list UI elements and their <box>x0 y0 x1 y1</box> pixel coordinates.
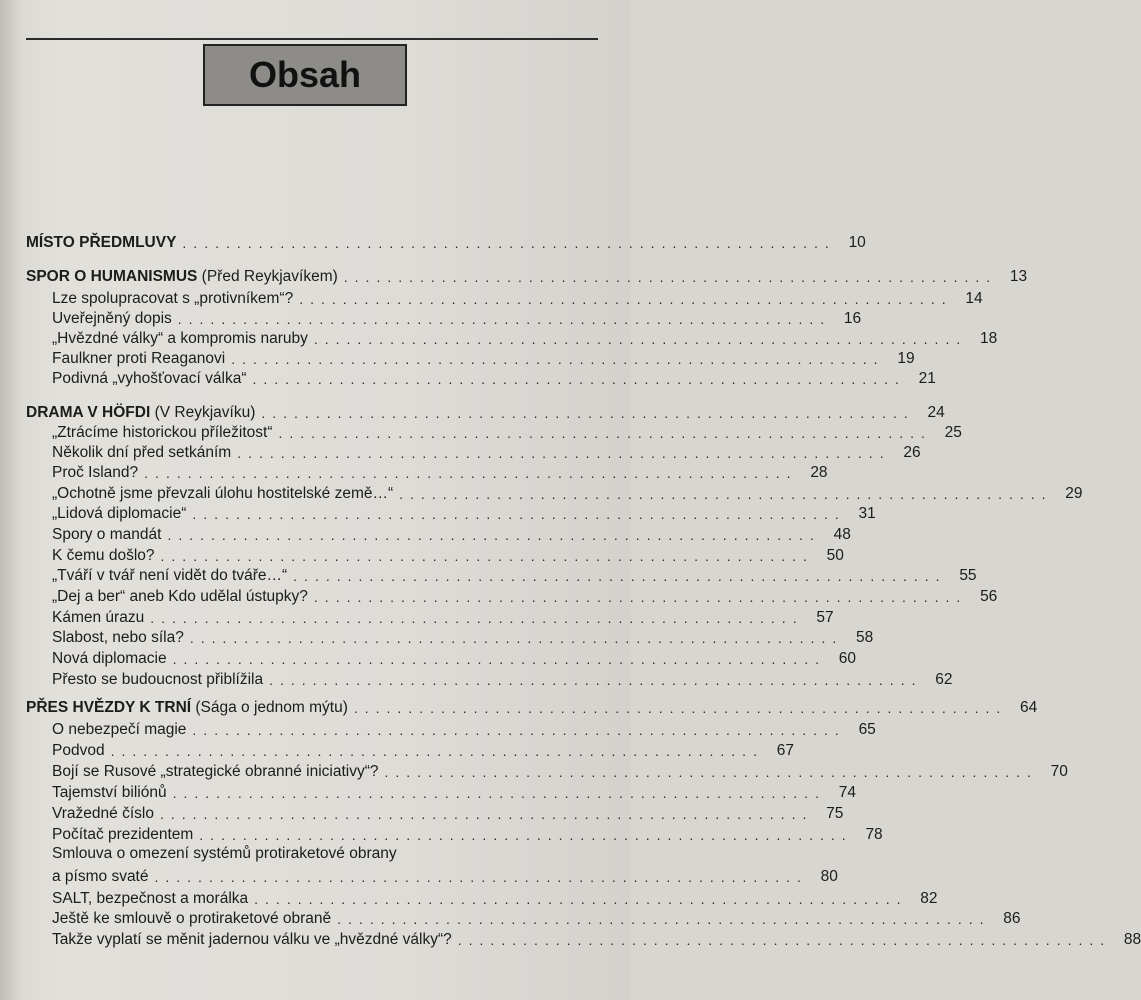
toc-entry-row <box>52 648 856 668</box>
entry-label: Vražedné číslo <box>52 805 154 822</box>
entry-label: „Hvězdné války“ a kompromis naruby <box>52 330 308 347</box>
entry-label: Přesto se budoucnost přiblížila <box>52 671 264 688</box>
entry-label: Tajemství biliónů <box>52 784 167 801</box>
entry-label: Kámen úrazu <box>52 609 145 626</box>
toc-entry-row <box>52 627 874 647</box>
entry-label <box>26 404 255 422</box>
toc-section-row <box>26 266 1028 286</box>
toc-entry-row <box>52 348 915 368</box>
page-number: 26 <box>903 444 921 461</box>
dot-leader: ............................................................ <box>177 311 832 327</box>
dot-leader: ............................................................ <box>278 425 932 441</box>
dot-leader: ............................................................ <box>337 911 991 927</box>
page-number: 25 <box>944 424 962 441</box>
page-number: 55 <box>959 567 977 584</box>
toc-entry-row <box>52 524 851 544</box>
entry-label: K čemu došlo? <box>52 547 155 564</box>
dot-leader: ............................................................ <box>150 610 804 626</box>
entry-label: Podivná „vyhošťovací válka“ <box>52 370 247 387</box>
section-subtitle: (Sága o jednom mýtu) <box>191 699 348 716</box>
dot-leader: ............................................................ <box>353 700 1008 716</box>
toc-entry-row <box>52 607 834 627</box>
entry-label: Lze spolupracovat s „protivníkem“? <box>52 290 294 307</box>
toc-entry-row <box>52 442 921 462</box>
page-number: 24 <box>927 404 945 421</box>
page-number: 19 <box>897 350 915 367</box>
page-number: 29 <box>1065 485 1083 502</box>
section-heading: SPOR O HUMANISMUS <box>26 268 198 285</box>
entry-label: O nebezpečí magie <box>52 721 187 738</box>
toc-entry-row <box>52 824 883 844</box>
entry-label: Uveřejněný dopis <box>52 310 172 327</box>
toc-section-row <box>26 697 1038 717</box>
entry-label <box>26 234 176 252</box>
page-number: 67 <box>776 742 794 759</box>
page-number: 88 <box>1123 931 1141 948</box>
toc-entry-row <box>52 843 594 863</box>
dot-leader: ............................................................ <box>313 589 968 605</box>
page-number: 64 <box>1020 699 1038 716</box>
page-number: 65 <box>858 721 876 738</box>
entry-label: Podvod <box>52 742 105 759</box>
section-heading: PŘES HVĚZDY K TRNÍ <box>26 699 192 716</box>
entry-label: Počítač prezidentem <box>52 826 194 843</box>
toc-entry-row <box>52 669 953 689</box>
dot-leader: ............................................................ <box>299 291 953 307</box>
toc-entry-row <box>52 761 1068 781</box>
entry-label: Spory o mandát <box>52 526 162 543</box>
toc-entry-row <box>52 866 838 886</box>
dot-leader: ............................................................ <box>252 371 906 387</box>
section-heading: MÍSTO PŘEDMLUVY <box>26 234 177 251</box>
page-number: 50 <box>826 547 844 564</box>
toc-entry-row <box>52 422 962 442</box>
page-number: 48 <box>833 526 851 543</box>
dot-leader: ............................................................ <box>110 743 764 759</box>
page-number: 16 <box>843 310 862 327</box>
toc-entry-row <box>52 803 844 823</box>
entry-label: „Lidová diplomacie“ <box>52 505 187 522</box>
toc-entry-row <box>52 503 876 523</box>
entry-label: „Tváří v tvář není vidět do tváře…“ <box>52 567 288 584</box>
dot-leader: ............................................................ <box>192 506 846 522</box>
dot-leader: ............................................................ <box>293 568 947 584</box>
page-number: 13 <box>1009 268 1028 285</box>
entry-label: a písmo svaté <box>52 868 149 885</box>
dot-leader: ............................................................ <box>172 651 826 667</box>
page-number: 58 <box>855 629 874 646</box>
entry-label: Smlouva o omezení systémů protiraketové obrany <box>52 845 397 862</box>
entry-label: Faulkner proti Reaganovi <box>52 350 226 367</box>
section-heading: DRAMA V HÖFDI <box>26 404 151 421</box>
toc-entry-row <box>52 565 977 585</box>
toc-entry-row <box>52 545 844 565</box>
entry-label: Slabost, nebo síla? <box>52 629 184 646</box>
dot-leader: ............................................................ <box>269 672 923 688</box>
toc-entry-row <box>52 586 998 606</box>
entry-label: Ještě ke smlouvě o protiraketové obraně <box>52 910 332 927</box>
dot-leader: ............................................................ <box>343 269 998 285</box>
toc-entry-row <box>52 462 828 482</box>
toc-entry-row <box>52 740 794 760</box>
page-number: 60 <box>838 650 856 667</box>
page-number: 10 <box>848 234 866 251</box>
dot-leader: ............................................................ <box>199 827 853 843</box>
entry-label: „Ochotně jsme převzali úlohu hostitelské země…“ <box>52 485 394 502</box>
dot-leader: ............................................................ <box>154 869 808 885</box>
page-number: 57 <box>816 609 834 626</box>
dot-leader: ............................................................ <box>182 235 836 251</box>
dot-leader: ............................................................ <box>399 486 1053 502</box>
toc-entry-row <box>52 288 983 308</box>
dot-leader: ............................................................ <box>384 764 1038 780</box>
page-number: 78 <box>865 826 883 843</box>
page-number: 56 <box>980 588 998 605</box>
entry-label: Proč Island? <box>52 464 139 481</box>
toc-entry-row <box>52 719 876 739</box>
toc-entry-row <box>52 888 938 908</box>
entry-label: Takže vyplatí se měnit jadernou válku ve „hvězdné války“? <box>52 931 452 948</box>
toc-section-row <box>26 402 945 422</box>
page-number: 75 <box>826 805 844 822</box>
toc-entry-row <box>52 483 1083 503</box>
dot-leader: ............................................................ <box>313 331 968 347</box>
entry-label <box>26 268 338 286</box>
toc-entry-row <box>52 782 856 802</box>
dot-leader: ............................................................ <box>192 722 846 738</box>
section-subtitle: (V Reykjavíku) <box>150 404 256 421</box>
toc-entry-row <box>52 908 1021 928</box>
page-title: Obsah <box>248 54 362 95</box>
entry-label: Bojí se Rusové „strategické obranné iniciativy“? <box>52 763 379 780</box>
dot-leader: ............................................................ <box>237 445 891 461</box>
page-number: 74 <box>838 784 856 801</box>
entry-label: Nová diplomacie <box>52 650 167 667</box>
entry-label: „Dej a ber“ aneb Kdo udělal ústupky? <box>52 588 308 605</box>
entry-label <box>26 699 348 717</box>
dot-leader: ............................................................ <box>457 932 1112 948</box>
page-number: 14 <box>965 290 983 307</box>
dot-leader: ............................................................ <box>167 527 821 543</box>
page-number: 28 <box>810 464 828 481</box>
toc-entry-row <box>52 929 1141 949</box>
page-number: 70 <box>1050 763 1068 780</box>
entry-label: Několik dní před setkáním <box>52 444 232 461</box>
dot-leader: ............................................................ <box>254 891 908 907</box>
page-number: 86 <box>1003 910 1021 927</box>
dot-leader: ............................................................ <box>189 630 844 646</box>
section-subtitle: (Před Reykjavíkem) <box>197 268 338 285</box>
page-number: 80 <box>820 868 838 885</box>
toc-entry-row <box>52 308 862 328</box>
page-number: 62 <box>935 671 953 688</box>
dot-leader: ............................................................ <box>231 351 885 367</box>
page-number: 82 <box>920 890 938 907</box>
dot-leader: ............................................................ <box>144 465 798 481</box>
page-number: 31 <box>858 505 876 522</box>
page-number: 18 <box>979 330 998 347</box>
dot-leader: ............................................................ <box>160 548 814 564</box>
toc-entry-row <box>52 328 998 348</box>
dot-leader: ............................................................ <box>159 806 814 822</box>
page-number: 21 <box>918 370 936 387</box>
entry-label: SALT, bezpečnost a morálka <box>52 890 249 907</box>
dot-leader: ............................................................ <box>261 405 915 421</box>
toc-section-row <box>26 232 866 252</box>
dot-leader: ............................................................ <box>172 785 826 801</box>
toc-entry-row <box>52 368 936 388</box>
entry-label: „Ztrácíme historickou příležitost“ <box>52 424 273 441</box>
